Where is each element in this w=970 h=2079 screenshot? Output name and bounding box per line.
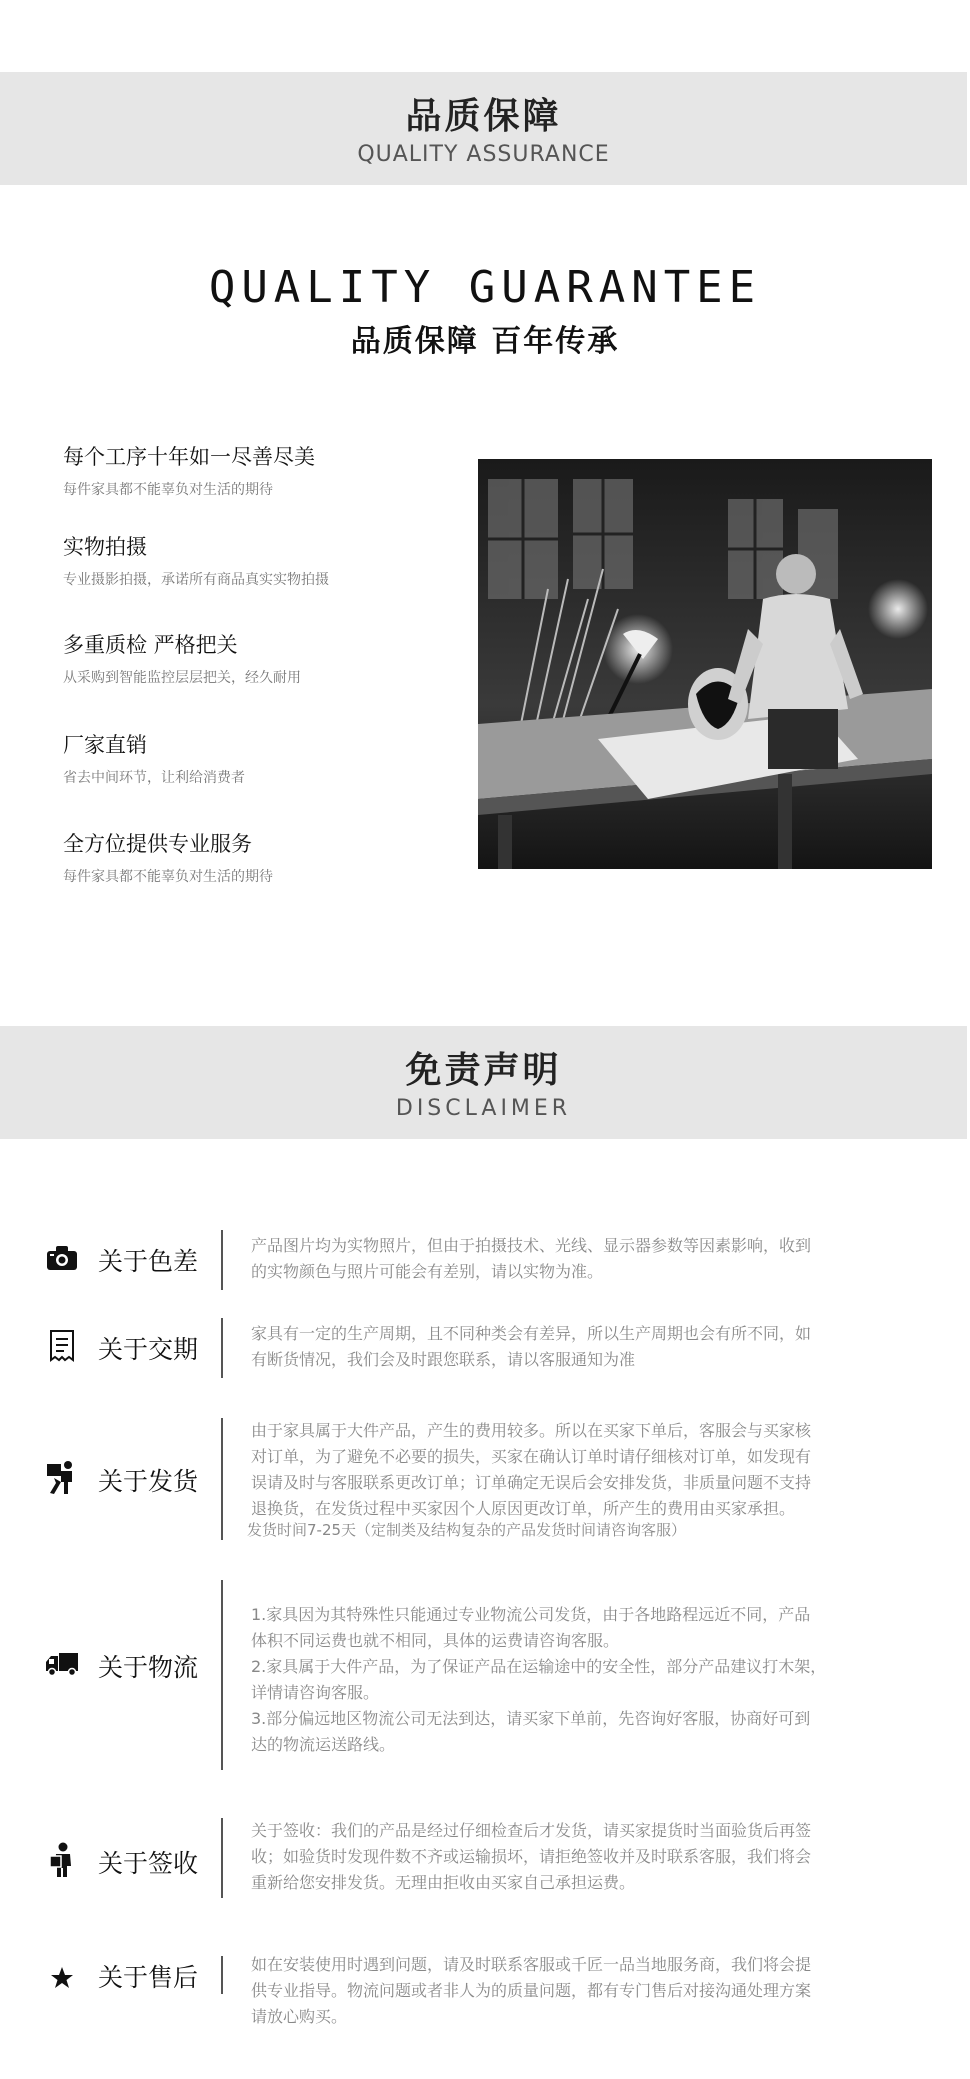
divider — [221, 1418, 223, 1540]
feature-subtitle: 每件家具都不能辜负对生活的期待 — [63, 482, 273, 498]
disclaimer-label: 关于交期 — [98, 1335, 199, 1364]
feature-title: 厂家直销 — [63, 733, 147, 757]
receipt-icon — [42, 1326, 82, 1366]
text-line: 收；如验货时发现件数不齐或运输损坏，请拒绝签收并及时联系客服，我们将会 — [251, 1847, 812, 1866]
disclaimer-text — [251, 1233, 891, 1285]
text-line: 的实物颜色与照片可能会有差别，请以实物为准。 — [251, 1262, 604, 1281]
text-line: 退换货，在发货过程中买家因个人原因更改订单，所产生的费用由买家承担。 — [251, 1499, 796, 1518]
disclaimer-text — [251, 1321, 891, 1373]
feature-subtitle: 每件家具都不能辜负对生活的期待 — [63, 869, 273, 885]
craftsman-workshop-photo — [478, 459, 932, 869]
person-package-icon — [42, 1840, 82, 1880]
feature-item — [63, 828, 443, 886]
feature-item — [63, 531, 443, 589]
divider — [221, 1318, 223, 1378]
disclaimer-label: 关于售后 — [98, 1963, 199, 1992]
disclaimer-label: 关于发货 — [98, 1467, 199, 1496]
divider — [221, 1580, 223, 1770]
feature-subtitle: 从采购到智能监控层层把关，经久耐用 — [63, 670, 301, 686]
text-line: 由于家具属于大件产品，产生的费用较多。所以在买家下单后，客服会与买家核 — [251, 1421, 812, 1440]
text-line: 误请及时与客服联系更改订单；订单确定无误后会安排发货，非质量问题不支持 — [251, 1473, 812, 1492]
text-line: 家具有一定的生产周期，且不同种类会有差异，所以生产周期也会有所不同，如 — [251, 1324, 812, 1343]
disclaimer-banner — [0, 1026, 967, 1139]
divider — [221, 1818, 223, 1898]
text-line: 如在安装使用时遇到问题，请及时联系客服或千匠一品当地服务商，我们将会提 — [251, 1955, 812, 1974]
star-icon — [42, 1958, 82, 1998]
text-line: 请放心购买。 — [251, 2007, 348, 2026]
text-line: 有断货情况，我们会及时跟您联系，请以客服通知为准 — [251, 1350, 636, 1369]
banner-title-zh: 品质保障 — [405, 96, 562, 137]
text-line: 供专业指导。物流问题或者非人为的质量问题，都有专门售后对接沟通处理方案 — [251, 1981, 812, 2000]
text-line: 体积不同运费也就不相同，具体的运费请咨询客服。 — [251, 1631, 620, 1650]
disclaimer-text — [251, 1818, 891, 1896]
disclaimer-label: 关于色差 — [98, 1247, 199, 1276]
quality-assurance-banner — [0, 72, 967, 185]
disclaimer-text — [251, 1952, 891, 2030]
feature-title: 实物拍摄 — [63, 535, 147, 559]
banner-title-en: QUALITY ASSURANCE — [357, 142, 610, 167]
feature-subtitle: 专业摄影拍摄，承诺所有商品真实实物拍摄 — [63, 572, 329, 588]
guarantee-title-en: QUALITY GUARANTEE — [208, 262, 762, 313]
feature-item — [63, 729, 443, 787]
disclaimer-text — [251, 1602, 891, 1758]
feature-title: 每个工序十年如一尽善尽美 — [63, 445, 315, 469]
text-line: 1.家具因为其特殊性只能通过专业物流公司发货，由于各地路程远近不同，产品 — [251, 1605, 811, 1624]
disclaimer-label: 关于签收 — [98, 1849, 199, 1878]
truck-icon — [42, 1644, 82, 1684]
banner-title-zh: 免责声明 — [405, 1050, 562, 1091]
guarantee-title-zh: 品质保障 百年传承 — [350, 324, 620, 359]
text-line: 达的物流运送路线。 — [251, 1735, 396, 1754]
feature-subtitle: 省去中间环节，让利给消费者 — [63, 770, 245, 786]
divider — [221, 1956, 223, 1994]
text-line: 产品图片均为实物照片，但由于拍摄技术、光线、显示器参数等因素影响，收到 — [251, 1236, 812, 1255]
feature-item — [63, 441, 443, 499]
feature-title: 全方位提供专业服务 — [63, 832, 252, 856]
divider — [221, 1230, 223, 1290]
disclaimer-label: 关于物流 — [98, 1653, 199, 1682]
camera-icon — [42, 1238, 82, 1278]
shipping-time-note: 发货时间7-25天（定制类及结构复杂的产品发货时间请咨询客服） — [247, 1521, 687, 1539]
text-line: 详情请咨询客服。 — [251, 1683, 380, 1702]
delivery-person-icon — [42, 1458, 82, 1498]
text-line: 2.家具属于大件产品，为了保证产品在运输途中的安全性，部分产品建议打木架， — [251, 1657, 827, 1676]
text-line: 重新给您安排发货。无理由拒收由买家自己承担运费。 — [251, 1873, 636, 1892]
banner-title-en: DISCLAIMER — [395, 1096, 572, 1121]
feature-item — [63, 629, 443, 687]
text-line: 关于签收：我们的产品是经过仔细检查后才发货，请买家提货时当面验货后再签 — [251, 1821, 812, 1840]
disclaimer-text — [251, 1418, 891, 1522]
text-line: 对订单，为了避免不必要的损失，买家在确认订单时请仔细核对订单，如发现有 — [251, 1447, 812, 1466]
feature-title: 多重质检 严格把关 — [63, 633, 238, 657]
text-line: 3.部分偏远地区物流公司无法到达，请买家下单前，先咨询好客服，协商好可到 — [251, 1709, 811, 1728]
